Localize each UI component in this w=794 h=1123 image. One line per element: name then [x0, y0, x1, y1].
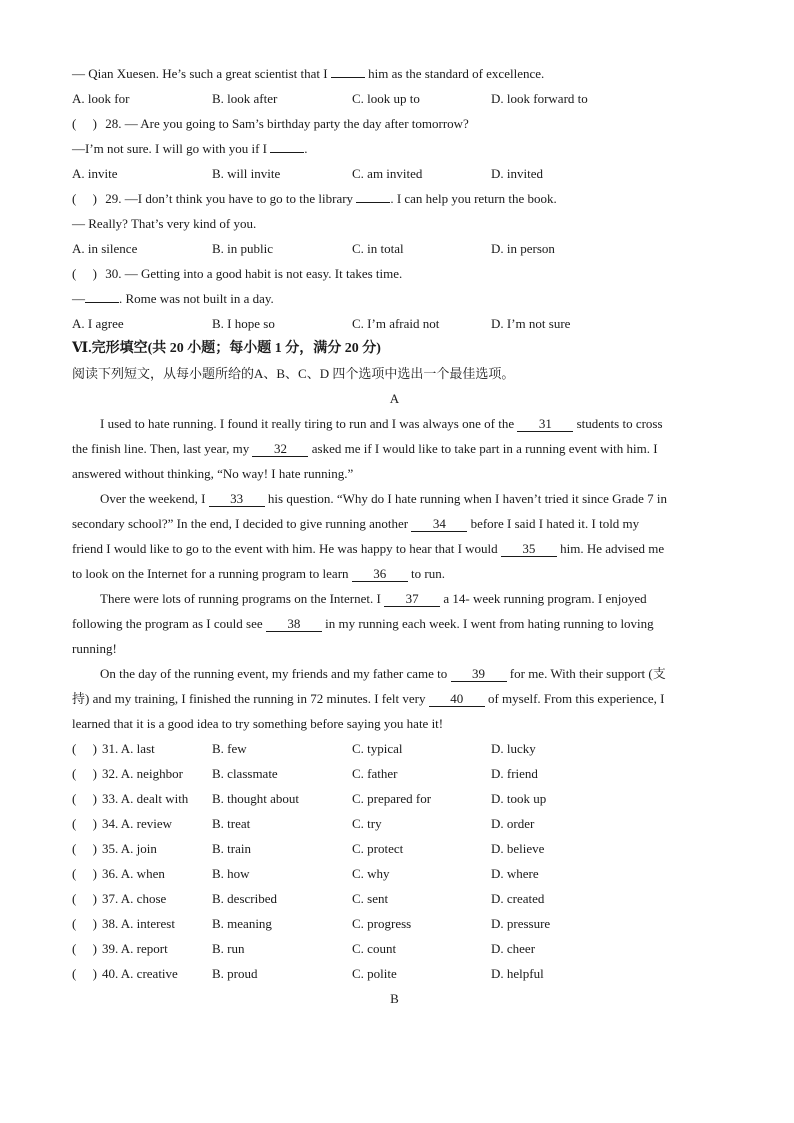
choice-row [72, 761, 717, 786]
q29-stem [72, 186, 717, 211]
blank-38: 38 [266, 616, 322, 632]
choice-option-b: B. classmate [212, 766, 278, 781]
choice-option-b: B. train [212, 841, 251, 856]
passage-text: answered without thinking, “No way! I hate running.” [72, 466, 354, 481]
choice-number: 40. [102, 966, 119, 981]
blank-31: 31 [517, 416, 573, 432]
answer-paren: ( ) [72, 841, 97, 856]
blank-34: 34 [411, 516, 467, 532]
choice-option-a: A. interest [120, 916, 175, 931]
choice-option-d: D. created [491, 891, 545, 906]
passage-text: in my running each week. I went from hating running to loving [325, 616, 654, 631]
passage-text: asked me if I would like to take part in a running event with him. I [311, 441, 658, 456]
choice-stem [72, 736, 155, 761]
answer-paren: ( ) [72, 866, 97, 881]
q30-options [72, 311, 717, 336]
q29-answer-paren: ( ) [72, 191, 97, 206]
choice-option-c: C. sent [352, 891, 389, 906]
q28-number: 28. [105, 116, 122, 131]
q30-blank [85, 287, 119, 303]
exam-page [72, 61, 717, 1011]
passage-label: A [389, 391, 400, 406]
q27-stem-b: him as the standard of excellence. [368, 66, 545, 81]
blank-32: 32 [252, 441, 308, 457]
passage-text: following the program as I could see [72, 616, 263, 631]
choice-option-c: C. typical [352, 741, 403, 756]
choice-option-d: D. took up [491, 791, 547, 806]
choice-option-b: B. meaning [212, 916, 272, 931]
q30-stem [72, 261, 717, 286]
q28-reply [72, 136, 717, 161]
q28-reply-b: . [304, 141, 308, 156]
choice-stem [72, 886, 166, 911]
choice-row [72, 836, 717, 861]
choice-row [72, 861, 717, 886]
choice-option-d: D. cheer [491, 941, 536, 956]
choice-row [72, 811, 717, 836]
choice-stem [72, 836, 157, 861]
choice-option-d: D. helpful [491, 966, 544, 981]
q29-reply [72, 211, 717, 236]
choice-stem [72, 811, 172, 836]
blank-40: 40 [429, 691, 485, 707]
q29-option-c: C. in total [352, 241, 404, 256]
q30-reply-b: . Rome was not built in a day. [119, 291, 274, 306]
passage-text: his question. “Why do I hate running when I haven’t tried it since Grade 7 in [267, 491, 667, 506]
q29-question-a: —I don’t think you have to go to the library [124, 191, 354, 206]
q29-options [72, 236, 717, 261]
choice-option-a: A. report [120, 941, 168, 956]
passage-line [72, 686, 717, 711]
choice-number: 36. [102, 866, 119, 881]
choice-option-b: B. proud [212, 966, 258, 981]
q28-option-c: C. am invited [352, 166, 423, 181]
q30-option-a: A. I agree [72, 316, 124, 331]
passage-text: On the day of the running event, my friends and my father came to [100, 666, 448, 681]
q30-option-d: D. I’m not sure [491, 316, 571, 331]
answer-paren: ( ) [72, 916, 97, 931]
choice-option-a: A. chose [120, 891, 167, 906]
section-instruction: 阅读下列短文，从每小题所给的A、B、C、D 四个选项中选出一个最佳选项。 [72, 366, 515, 381]
answer-paren: ( ) [72, 741, 97, 756]
q27-option-d: D. look forward to [491, 91, 588, 106]
q30-reply-a: — [72, 291, 85, 306]
choice-stem [72, 936, 168, 961]
q30-answer-paren: ( ) [72, 266, 97, 281]
choice-stem [72, 911, 175, 936]
blank-36: 36 [352, 566, 408, 582]
choice-option-a: A. neighbor [120, 766, 183, 781]
choice-option-d: D. friend [491, 766, 538, 781]
passage-text: the finish line. Then, last year, my [72, 441, 250, 456]
choice-option-c: C. polite [352, 966, 397, 981]
next-passage-label: B [390, 991, 399, 1006]
passage-line [72, 561, 717, 586]
choice-number: 32. [102, 766, 119, 781]
choice-option-a: A. dealt with [120, 791, 189, 806]
passage-text: 持) and my training, I finished the running in 72 minutes. I felt very [72, 691, 426, 706]
choice-number: 31. [102, 741, 119, 756]
q27-blank [331, 62, 365, 78]
passage-line [72, 711, 717, 736]
q28-option-a: A. invite [72, 166, 118, 181]
q27-stem [72, 61, 717, 86]
q29-question-b: . I can help you return the book. [390, 191, 557, 206]
choice-option-b: B. how [212, 866, 250, 881]
passage-line [72, 586, 717, 611]
section-heading: Ⅵ.完形填空(共 20 小题；每小题 1 分，满分 20 分) [72, 341, 381, 356]
choice-stem [72, 786, 188, 811]
choice-option-b: B. few [212, 741, 247, 756]
choice-stem [72, 761, 183, 786]
q29-option-d: D. in person [491, 241, 555, 256]
passage-line [72, 436, 717, 461]
choice-option-c: C. protect [352, 841, 404, 856]
choice-number: 35. [102, 841, 119, 856]
q27-stem-a: — Qian Xuesen. He’s such a great scientist that I [72, 66, 328, 81]
choice-option-a: A. last [120, 741, 155, 756]
choice-row [72, 911, 717, 936]
q27-option-c: C. look up to [352, 91, 420, 106]
choice-option-d: D. pressure [491, 916, 551, 931]
choice-list [72, 736, 717, 986]
choice-stem [72, 961, 178, 986]
q30-reply [72, 286, 717, 311]
passage-line [72, 511, 717, 536]
q27-option-b: B. look after [212, 91, 278, 106]
passage-line [72, 486, 717, 511]
answer-paren: ( ) [72, 966, 97, 981]
choice-row [72, 786, 717, 811]
choice-row [72, 886, 717, 911]
q28-option-b: B. will invite [212, 166, 281, 181]
passage-line [72, 536, 717, 561]
choice-option-a: A. join [120, 841, 157, 856]
choice-stem [72, 861, 165, 886]
passage-text: him. He advised me [560, 541, 665, 556]
choice-option-c: C. try [352, 816, 382, 831]
blank-37: 37 [384, 591, 440, 607]
choice-option-b: B. described [212, 891, 277, 906]
choice-number: 39. [102, 941, 119, 956]
passage-line [72, 411, 717, 436]
passage-text: Over the weekend, I [100, 491, 206, 506]
q30-number: 30. [105, 266, 122, 281]
passage-text: learned that it is a good idea to try something before saying you hate it! [72, 716, 444, 731]
choice-option-c: C. progress [352, 916, 412, 931]
q28-option-d: D. invited [491, 166, 543, 181]
answer-paren: ( ) [72, 816, 97, 831]
q29-option-a: A. in silence [72, 241, 138, 256]
passage-line [72, 636, 717, 661]
passage-line [72, 661, 717, 686]
q27-option-a: A. look for [72, 91, 130, 106]
q28-reply-a: —I’m not sure. I will go with you if I [72, 141, 267, 156]
choice-row [72, 961, 717, 986]
choice-option-b: B. thought about [212, 791, 300, 806]
choice-option-a: A. creative [120, 966, 178, 981]
choice-number: 34. [102, 816, 119, 831]
choice-number: 37. [102, 891, 119, 906]
choice-option-c: C. prepared for [352, 791, 432, 806]
passage-text: before I said I hated it. I told my [470, 516, 640, 531]
q28-blank [270, 137, 304, 153]
choice-option-b: B. treat [212, 816, 251, 831]
q28-stem [72, 111, 717, 136]
choice-option-a: A. when [120, 866, 165, 881]
choice-option-d: D. believe [491, 841, 545, 856]
q30-question: — Getting into a good habit is not easy. It takes time. [124, 266, 403, 281]
passage-text: students to cross [576, 416, 663, 431]
passage-line [72, 611, 717, 636]
choice-row [72, 736, 717, 761]
choice-row [72, 936, 717, 961]
choice-number: 33. [102, 791, 119, 806]
choice-option-c: C. why [352, 866, 390, 881]
q30-option-c: C. I’m afraid not [352, 316, 440, 331]
answer-paren: ( ) [72, 891, 97, 906]
blank-35: 35 [501, 541, 557, 557]
q30-option-b: B. I hope so [212, 316, 275, 331]
q29-number: 29. [105, 191, 122, 206]
passage-text: for me. With their support (支 [509, 666, 666, 681]
choice-option-d: D. order [491, 816, 535, 831]
choice-option-d: D. lucky [491, 741, 536, 756]
passage-text: of myself. From this experience, I [487, 691, 665, 706]
q28-question: — Are you going to Sam’s birthday party the day after tomorrow? [124, 116, 469, 131]
choice-option-b: B. run [212, 941, 245, 956]
choice-option-a: A. review [120, 816, 173, 831]
answer-paren: ( ) [72, 766, 97, 781]
q27-options [72, 86, 717, 111]
blank-33: 33 [209, 491, 265, 507]
passage-text: to look on the Internet for a running program to learn [72, 566, 349, 581]
q29-option-b: B. in public [212, 241, 274, 256]
passage-text: a 14- week running program. I enjoyed [443, 591, 647, 606]
passage-text: There were lots of running programs on the Internet. I [100, 591, 381, 606]
passage-text: secondary school?” In the end, I decided to give running another [72, 516, 409, 531]
q29-blank [356, 187, 390, 203]
choice-number: 38. [102, 916, 119, 931]
answer-paren: ( ) [72, 791, 97, 806]
choice-option-d: D. where [491, 866, 539, 881]
passage-text: I used to hate running. I found it really tiring to run and I was always one of the [100, 416, 515, 431]
choice-option-c: C. father [352, 766, 398, 781]
blank-39: 39 [451, 666, 507, 682]
answer-paren: ( ) [72, 941, 97, 956]
passage-text: friend I would like to go to the event with him. He was happy to hear that I would [72, 541, 498, 556]
passage-line [72, 461, 717, 486]
q28-answer-paren: ( ) [72, 116, 97, 131]
choice-option-c: C. count [352, 941, 397, 956]
passage-text: to run. [411, 566, 445, 581]
passage-text: running! [72, 641, 117, 656]
q29-reply-text: — Really? That’s very kind of you. [72, 216, 257, 231]
q28-options [72, 161, 717, 186]
